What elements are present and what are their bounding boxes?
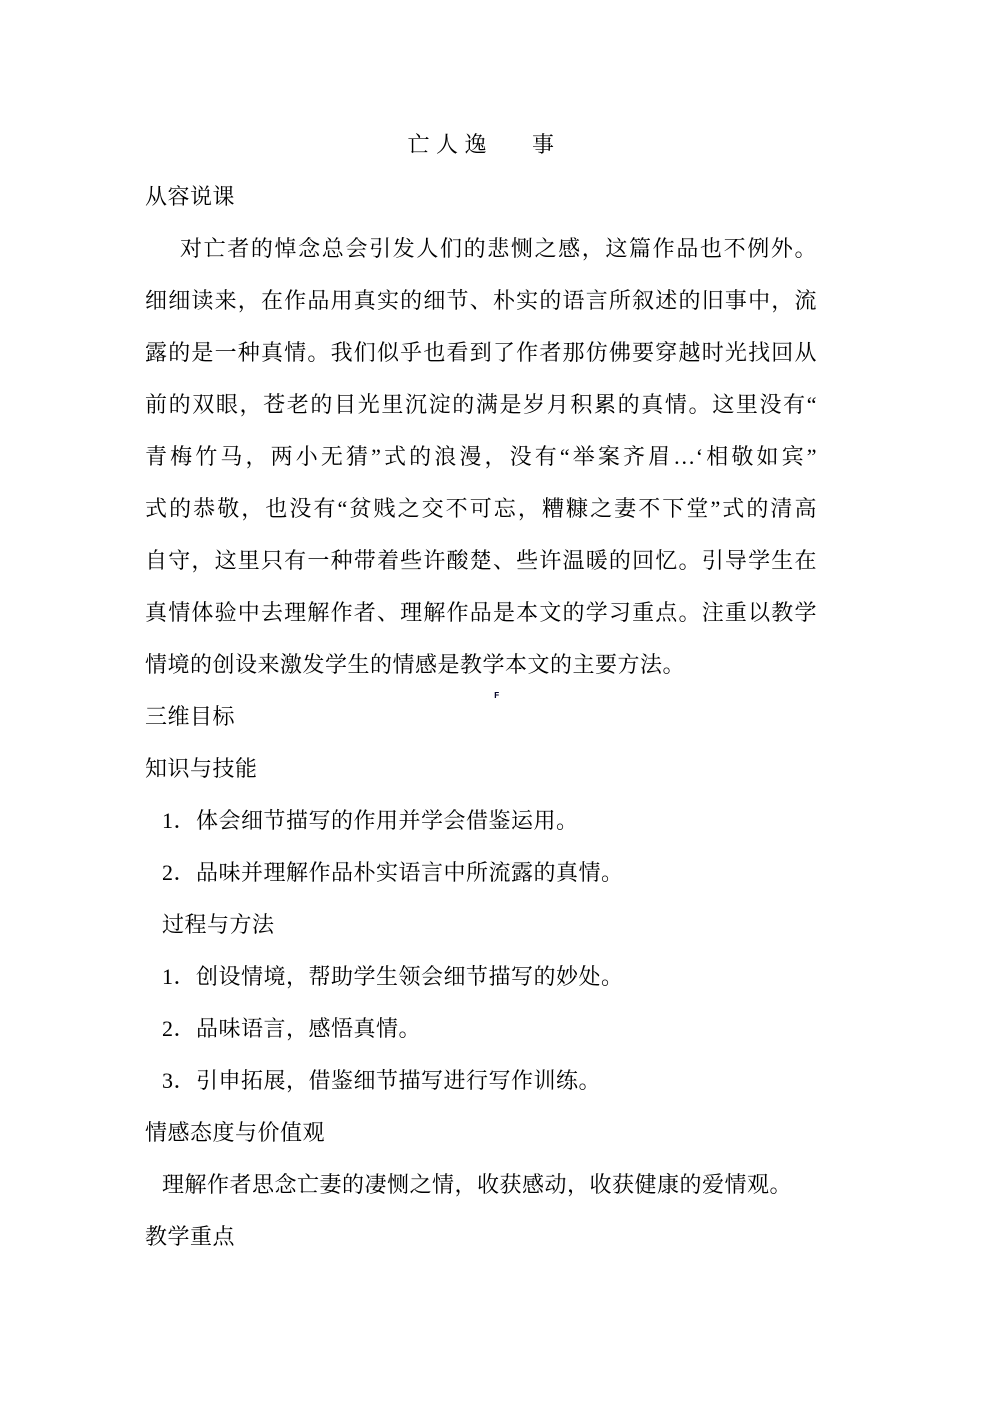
paragraph-line: 真情体验中去理解作者、理解作品是本文的学习重点。注重以教学: [145, 600, 817, 625]
list-item: 2．品味语言，感悟真情。: [162, 1016, 422, 1041]
page-title: 亡 人 逸 事: [407, 132, 555, 157]
paragraph-line: 青梅竹马，两小无猜”式的浪漫，没有“举案齐眉…‘相敬如宾”: [145, 444, 817, 469]
section-heading-congrong-shuoke: 从容说课: [145, 184, 236, 209]
list-item: 3．引申拓展，借鉴细节描写进行写作训练。: [162, 1068, 602, 1093]
paragraph-line: 式的恭敬，也没有“贫贱之交不可忘，糟糠之妻不下堂”式的清高: [145, 496, 817, 521]
paragraph-line: 理解作者思念亡妻的凄恻之情，收获感动，收获健康的爱情观。: [162, 1172, 793, 1197]
list-item: 1．体会细节描写的作用并学会借鉴运用。: [162, 808, 579, 833]
paragraph-line: 细细读来，在作品用真实的细节、朴实的语言所叙述的旧事中，流: [145, 288, 817, 313]
list-item: 2．品味并理解作品朴实语言中所流露的真情。: [162, 860, 624, 885]
stray-mark: F: [494, 691, 500, 701]
subsection-heading-guocheng-fangfa: 过程与方法: [162, 912, 275, 937]
document-content: [145, 119, 817, 1263]
paragraph-line: 前的双眼，苍老的目光里沉淀的满是岁月积累的真情。这里没有“: [145, 392, 817, 417]
subsection-heading-zhishi-jineng: 知识与技能: [145, 756, 258, 781]
list-item: 1．创设情境，帮助学生领会细节描写的妙处。: [162, 964, 624, 989]
subsection-heading-qinggan-taidu: 情感态度与价值观: [145, 1120, 326, 1145]
section-heading-jiaoxue-zhongdian: 教学重点: [145, 1224, 236, 1249]
paragraph-line: 露的是一种真情。我们似乎也看到了作者那仿佛要穿越时光找回从: [145, 340, 817, 365]
paragraph-line: 情境的创设来激发学生的情感是教学本文的主要方法。: [145, 652, 686, 677]
section-heading-sanwei-mubiao: 三维目标: [145, 704, 236, 729]
paragraph-line: 对亡者的悼念总会引发人们的悲恻之感，这篇作品也不例外。: [180, 236, 817, 261]
paragraph-line: 自守，这里只有一种带着些许酸楚、些许温暖的回忆。引导学生在: [145, 548, 817, 573]
